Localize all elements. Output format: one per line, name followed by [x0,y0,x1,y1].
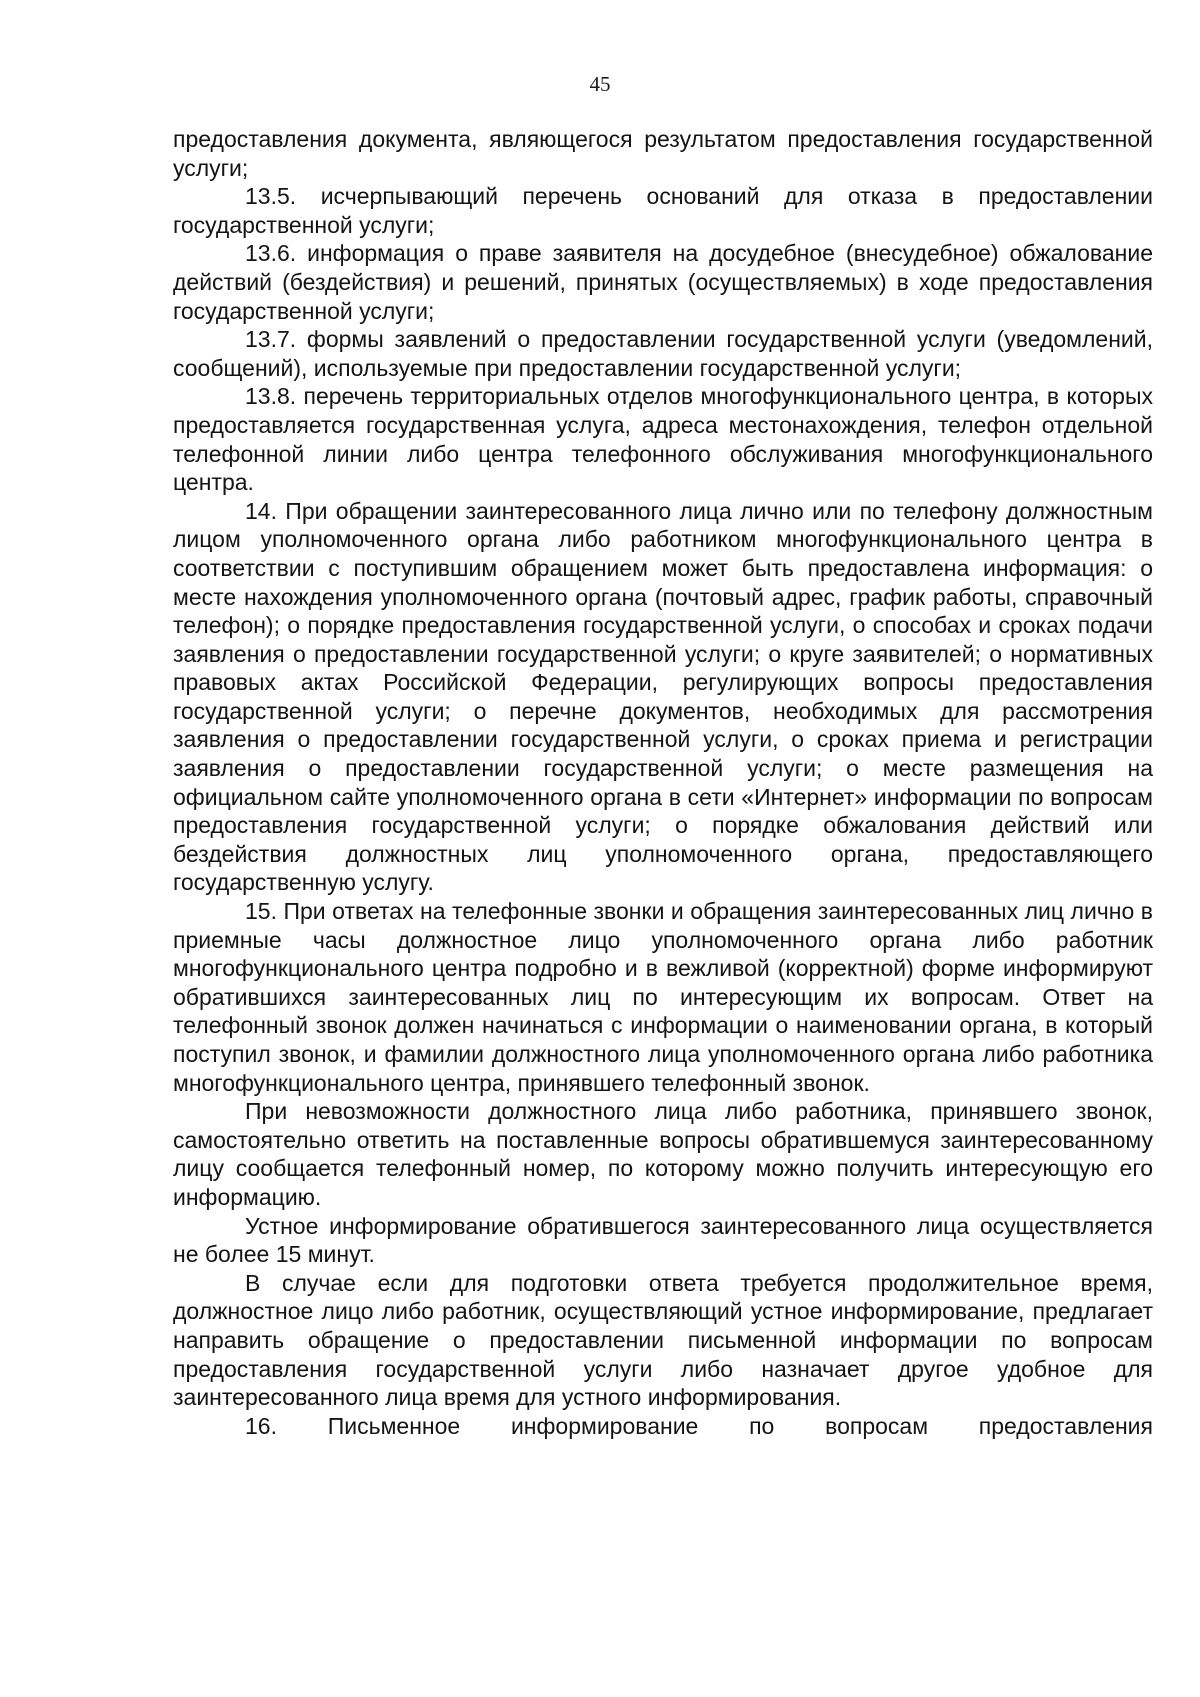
paragraph-15-oral-duration: Устное информирование обратившегося заинтересованного лица осуществляется не более 15 минут. [173,1212,1153,1268]
page-number: 45 [589,72,611,96]
paragraph-13-5: 13.5. исчерпывающий перечень оснований для отказа в предоставлении государственной услуги; [173,183,1153,238]
paragraph-16: 16. Письменное информирование по вопросам предоставления [245,1412,1153,1439]
paragraph-continuation: предоставления документа, являющегося результатом предоставления государственной услуги; [173,126,1153,181]
paragraph-15-impossibility: При невозможности должностного лица либо работника, принявшего звонок, самостоятельно ответить на поставленные вопросы обратившемуся заинтересованному лицу сообщается телефонный номер, по которому можно получить интересующую его информацию. [173,1098,1153,1210]
paragraph-14: 14. При обращении заинтересованного лица лично или по телефону должностным лицом уполномоченного органа либо работником многофункционального центра в соответствии с поступившим обращением может быть предоставлена информация: о месте нахождения уполномоченного органа (почтовый адрес, график работы, справочный телефон); о порядке предоставления государственной услуги, о способах и сроках подачи заявления о предоставлении государственной услуги; о круге заявителей; о нормативных правовых актах Российской Федерации, регулирующих вопросы предоставления государственной услуги; о перечне документов, необходимых для рассмотрения заявления о предоставлении государственной услуги, о сроках приема и регистрации заявления о предоставлении государственной услуги; о месте размещения на официальном сайте уполномоченного органа в сети «Интернет» информации по вопросам предоставления государственной услуги; о порядке обжалования действий или бездействия должностных лиц уполномоченного органа, предоставляющего государственную услугу. [173,497,1153,896]
paragraph-13-6: 13.6. информация о праве заявителя на досудебное (внесудебное) обжалование действий (бездействия) и решений, принятых (осуществляемых) в ходе предоставления государственной услуги; [173,240,1153,324]
paragraph-15-extended-time: В случае если для подготовки ответа требуется продолжительное время, должностное лицо либо работник, осуществляющий устное информирование, предлагает направить обращение о предоставлении письменной информации по вопросам предоставления государственной услуги либо назначает другое удобное для заинтересованного лица время для устного информирования. [173,1269,1153,1411]
paragraph-13-7: 13.7. формы заявлений о предоставлении государственной услуги (уведомлений, сообщений), используемые при предоставлении государственной услуги; [173,326,1153,381]
paragraph-13-8: 13.8. перечень территориальных отделов многофункционального центра, в которых предоставляется государственная услуга, адреса местонахождения, телефон отдельной телефонной линии либо центра телефонного обслуживания многофункционального центра. [173,383,1153,496]
document-body [173,125,1153,1440]
paragraph-15: 15. При ответах на телефонные звонки и обращения заинтересованных лиц лично в приемные часы должностное лицо уполномоченного органа либо работник многофункционального центра подробно и в вежливой (корректной) форме информируют обратившихся заинтересованных лиц по интересующим их вопросам. Ответ на телефонный звонок должен начинаться с информации о наименовании органа, в который поступил звонок, и фамилии должностного лица уполномоченного органа либо работника многофункционального центра, принявшего телефонный звонок. [173,898,1153,1096]
